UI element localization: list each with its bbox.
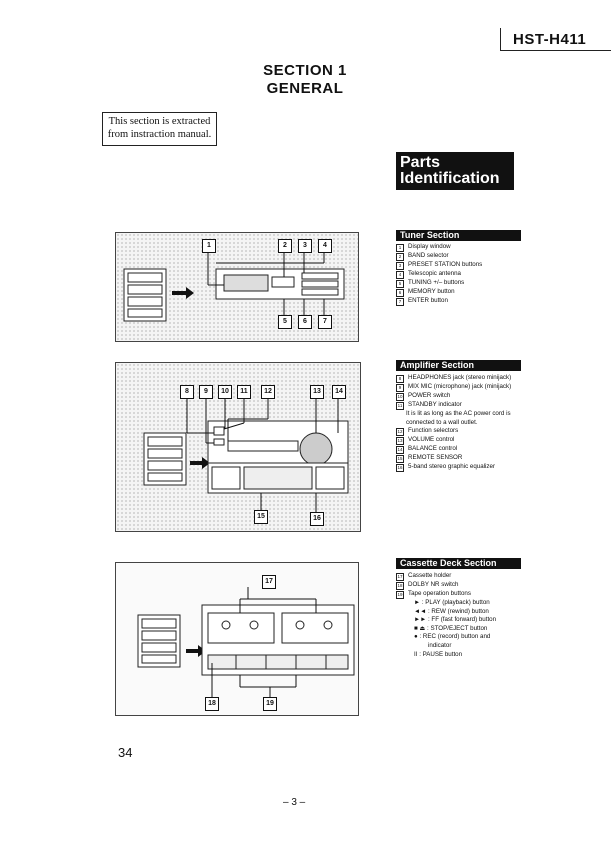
callout-2: 2 (278, 239, 292, 253)
rewind-icon: ◄◄ (414, 607, 427, 615)
pointer-arrow-icon (172, 287, 194, 299)
list-item: 16 5-band stereo graphic equalizer (397, 463, 496, 471)
cassette-parts-list (396, 572, 526, 659)
extract-note (102, 112, 217, 146)
stop-eject-icon: ■ ⏏ (414, 624, 426, 632)
manual-page-number: 34 (118, 745, 133, 760)
system-thumbnail (124, 269, 166, 321)
tape-button-item: ■ ⏏ : STOP/EJECT button (414, 624, 488, 632)
tape-button-item: II : PAUSE button (414, 650, 463, 658)
system-thumbnail (138, 615, 180, 667)
list-item: 10 POWER switch (397, 392, 451, 399)
list-item: 1 Display window (396, 243, 526, 252)
list-item: 4 Telescopic antenna (396, 270, 526, 279)
callout-19: 19 (263, 697, 277, 711)
fast-forward-icon: ►► (414, 616, 427, 624)
footer-page-number: – 3 – (283, 797, 306, 808)
callout-18: 18 (205, 697, 219, 711)
tape-button-item: ● : REC (record) button and (414, 633, 491, 641)
tuner-parts-list (396, 243, 526, 306)
parts-identification-banner (396, 152, 514, 190)
record-icon: ● (414, 633, 418, 641)
callout-4: 4 (318, 239, 332, 253)
model-number: HST-H411 (513, 31, 587, 48)
tape-button-item: ◄◄ : REW (rewind) button (414, 607, 489, 615)
list-item: 6 MEMORY button (396, 288, 526, 297)
amplifier-section-heading: Amplifier Section (396, 360, 521, 371)
system-thumbnail (144, 433, 186, 485)
play-icon: ► (414, 599, 421, 606)
tuner-section-heading: Tuner Section (396, 230, 521, 241)
callout-16: 16 (310, 512, 324, 526)
callout-5: 5 (278, 315, 292, 329)
extract-note-line1: This section is extracted (108, 116, 211, 127)
callout-17: 17 (262, 575, 276, 589)
list-item: 19 Tape operation buttons (397, 590, 471, 597)
pause-icon: II (414, 650, 418, 658)
callout-10: 10 (218, 385, 232, 399)
callout-6: 6 (298, 315, 312, 329)
list-item: 5 TUNING +/– buttons (396, 279, 526, 288)
section-title: SECTION 1 (263, 62, 347, 79)
callout-1: 1 (202, 239, 216, 253)
list-item: 13 VOLUME control (397, 436, 455, 444)
callout-7: 7 (318, 315, 332, 329)
callout-3: 3 (298, 239, 312, 253)
cassette-holder-right (282, 613, 348, 643)
list-item: 3 PRESET STATION buttons (396, 261, 526, 270)
list-item: 7 ENTER button (396, 297, 526, 306)
list-item: 12 Function selectors (397, 427, 459, 435)
list-item: 18 DOLBY NR switch (397, 581, 459, 588)
callout-12: 12 (261, 385, 275, 399)
cassette-drawing (116, 563, 358, 715)
cassette-section-heading: Cassette Deck Section (396, 558, 521, 569)
amplifier-illustration (115, 362, 361, 532)
list-item: 9 MIX MIC (microphone) jack (minijack) (396, 383, 526, 392)
callout-13: 13 (310, 385, 324, 399)
section-subtitle: GENERAL (266, 80, 344, 97)
list-item: 2 BAND selector (396, 252, 526, 261)
list-item: 17 Cassette holder (397, 572, 452, 579)
volume-knob-icon (300, 433, 332, 465)
callout-8: 8 (180, 385, 194, 399)
list-item: 11 STANDBY indicator (397, 401, 462, 408)
extract-note-line2: from instraction manual. (107, 129, 212, 140)
callout-9: 9 (199, 385, 213, 399)
cassette-holder-left (208, 613, 274, 643)
pointer-arrow-icon (190, 457, 210, 469)
list-item: 14 BALANCE control (397, 445, 458, 453)
list-item-note: connected to a wall outlet. (406, 418, 478, 426)
banner-line1: Parts (400, 154, 441, 171)
callout-14: 14 (332, 385, 346, 399)
list-item: 8 HEADPHONES jack (stereo minijack) (396, 374, 526, 383)
banner-line2: Identification (400, 170, 500, 187)
cassette-illustration (115, 562, 359, 716)
model-number-box (500, 28, 611, 51)
callout-15: 15 (254, 510, 268, 524)
tuner-illustration (115, 232, 359, 342)
amplifier-parts-list (396, 374, 526, 472)
tape-button-item-note: indicator (428, 641, 452, 649)
tape-button-item: ►► : FF (fast forward) button (414, 616, 497, 624)
callout-11: 11 (237, 385, 251, 399)
list-item: 15 REMOTE SENSOR (397, 454, 463, 462)
list-item-note: It is lit as long as the AC power cord is (406, 410, 511, 417)
tape-button-item: ► : PLAY (playback) button (414, 599, 490, 606)
